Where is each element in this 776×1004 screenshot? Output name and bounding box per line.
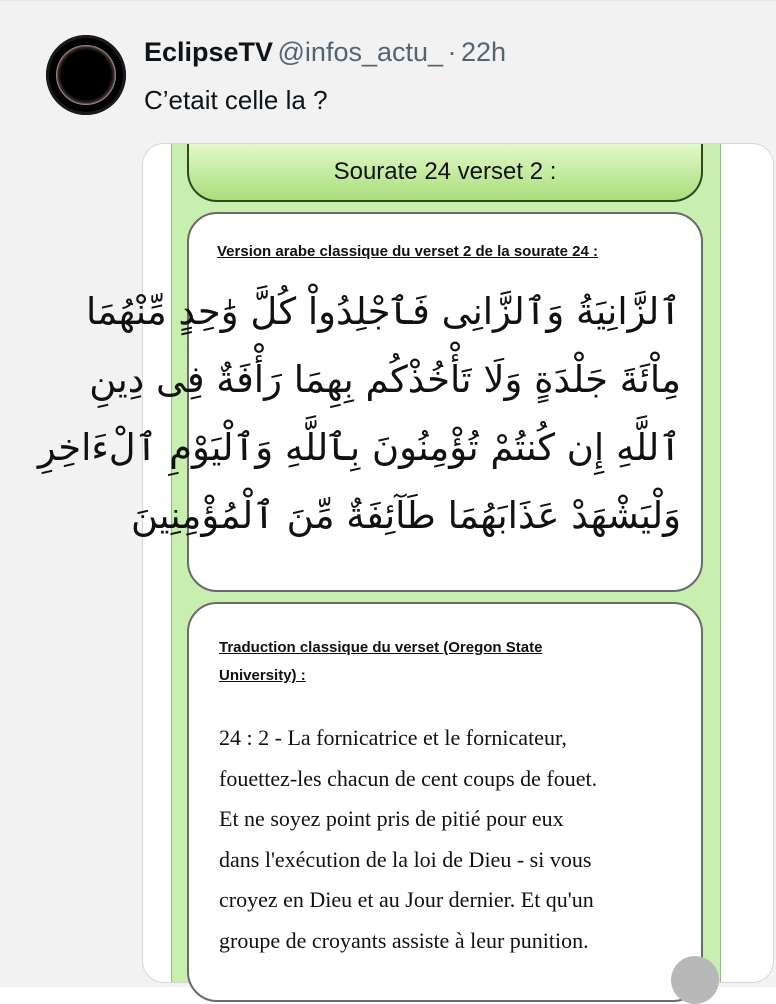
sourate-banner: Sourate 24 verset 2 : — [187, 144, 703, 202]
arabic-verse-panel — [37, 212, 703, 592]
tweet-header — [144, 37, 506, 73]
separator-dot: · — [447, 37, 457, 67]
translation-panel — [187, 602, 703, 1002]
translation-line: fouettez-les chacun de cent coups de fouet. — [219, 765, 598, 791]
tweet-media-image[interactable] — [37, 143, 774, 983]
translation-section-title-line1: Traduction classique du verset (Oregon State — [219, 639, 543, 656]
display-name[interactable]: EclipseTV — [144, 37, 274, 67]
translation-line: groupe de croyants assiste à leur punition. — [219, 927, 589, 953]
arabic-line: ٱلزَّانِيَةُ وَٱلزَّانِى فَٱجْلِدُواْ كُلَّ وَٰحِدٍ مِّنْهُمَا — [86, 290, 681, 333]
tweet-text: C’etait celle la ? — [144, 85, 328, 115]
translation-section-title-line2: University) : — [219, 667, 306, 684]
user-handle[interactable]: @infos_actu_ — [277, 37, 444, 67]
translation-line: croyez en Dieu et au Jour dernier. Et qu'un — [219, 887, 594, 912]
scroll-handle[interactable] — [671, 956, 719, 1004]
translation-line: dans l'exécution de la loi de Dieu - si vous — [219, 846, 592, 872]
arabic-line: مِاْئَةَ جَلْدَةٍ وَلَا تَأْخُذْكُم بِهِمَا رَأْفَةٌ فِى دِينِ — [89, 358, 681, 401]
translation-line: Et ne soyez point pris de pitié pour eux — [219, 806, 564, 831]
translation-line: 24 : 2 - La fornicatrice et le fornicateur, — [219, 725, 567, 750]
eclipse-avatar-image — [56, 45, 116, 105]
arabic-verse-text — [37, 278, 681, 550]
tweet-timestamp[interactable]: 22h — [460, 37, 506, 67]
translation-text — [219, 718, 681, 961]
arabic-section-title: Version arabe classique du verset 2 de la sourate 24 : — [217, 243, 599, 260]
arabic-line: وَلْيَشْهَدْ عَذَابَهُمَا طَآئِفَةٌ مِّنَ ٱلْمُؤْمِنِينَ — [131, 494, 681, 537]
arabic-line: ٱللَّهِ إِن كُنتُمْ تُؤْمِنُونَ بِٱللَّهِ وَٱلْيَوْمِ ٱلْءَاخِرِ — [37, 426, 681, 469]
avatar[interactable] — [46, 35, 126, 115]
